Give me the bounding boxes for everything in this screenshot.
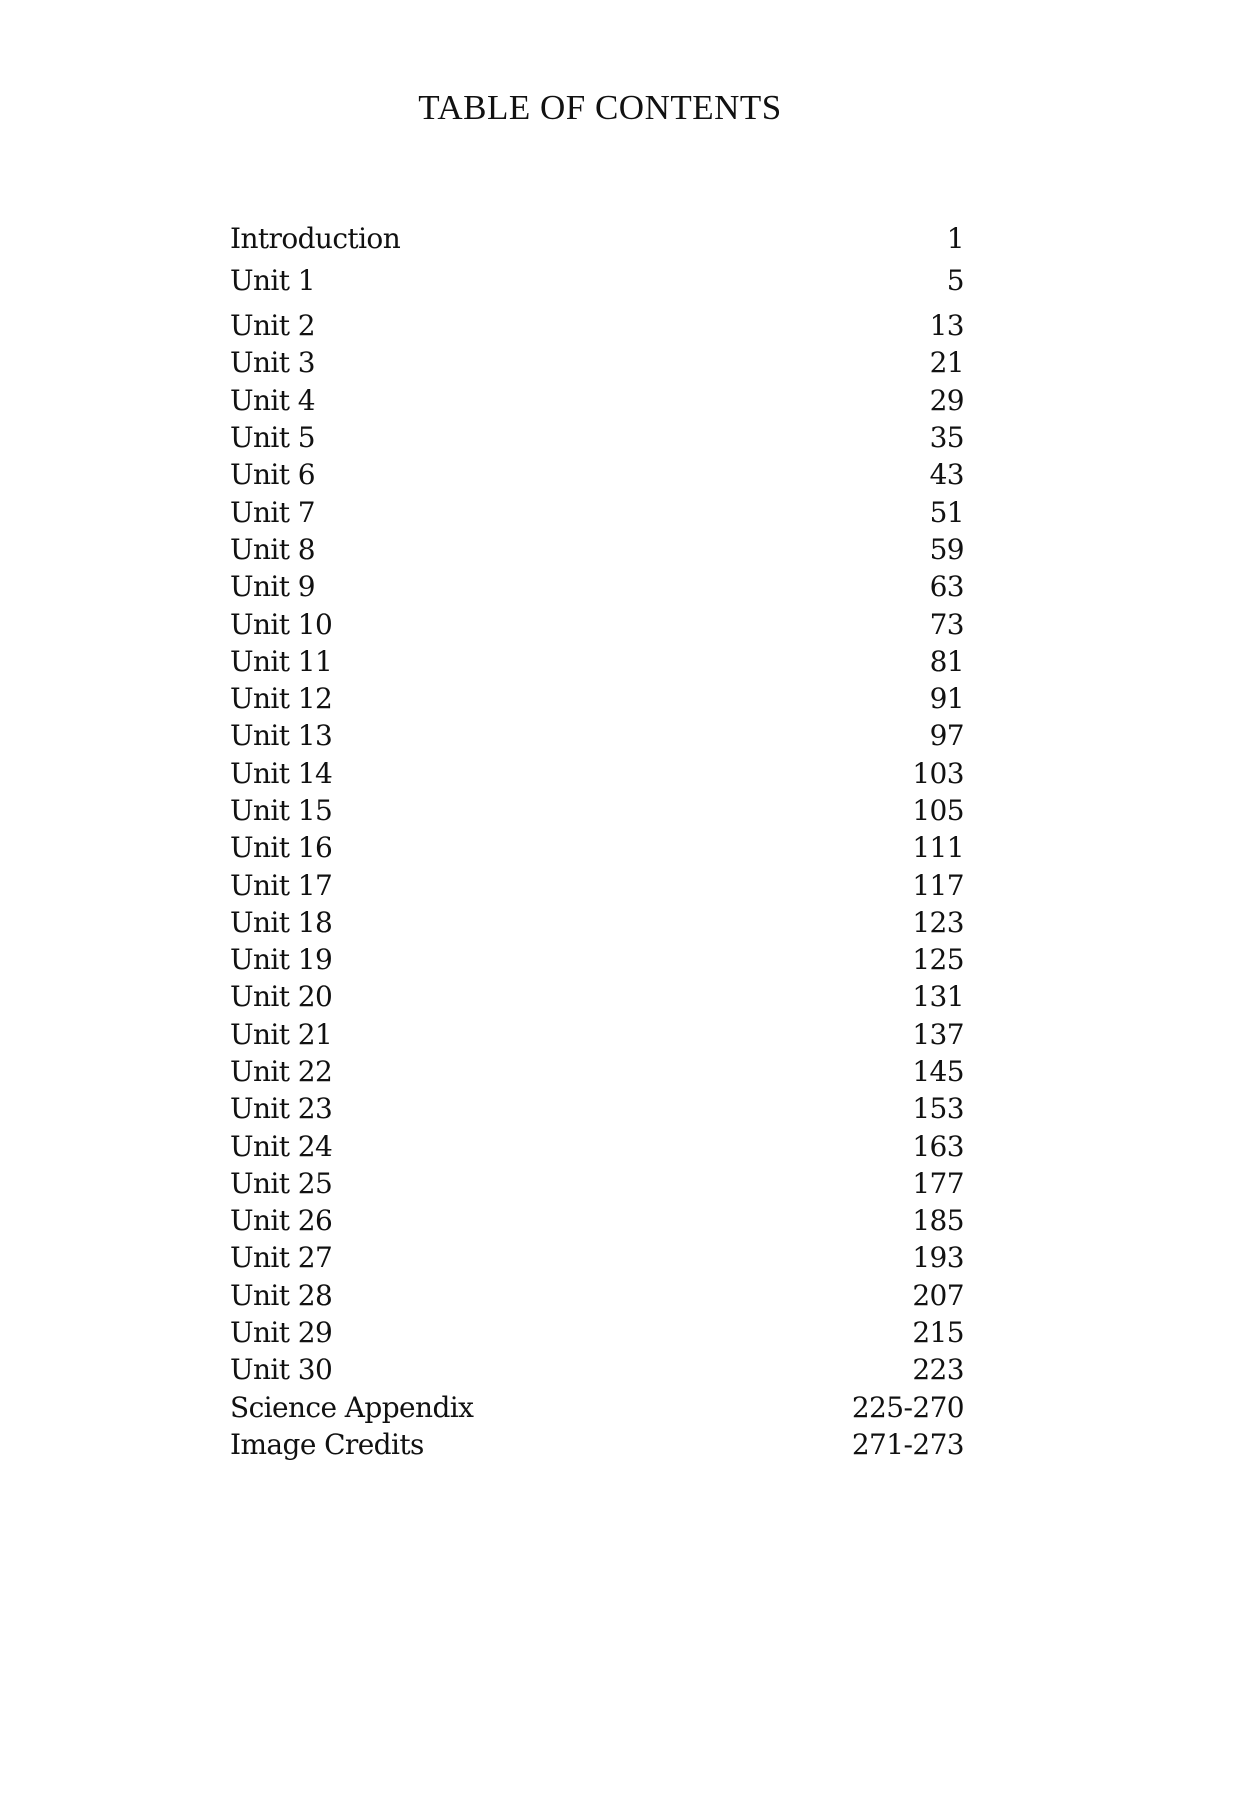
toc-entry-unit-15 bbox=[230, 792, 964, 830]
toc-entry-unit-8 bbox=[230, 531, 964, 569]
toc-entry-page: 5 bbox=[946, 264, 964, 297]
toc-entry-page: 103 bbox=[912, 757, 964, 790]
toc-entry-unit-22 bbox=[230, 1053, 964, 1091]
toc-entry-label: Science Appendix bbox=[230, 1391, 474, 1424]
toc-entry-page: 29 bbox=[929, 384, 964, 417]
toc-entry-unit-27 bbox=[230, 1239, 964, 1277]
toc-entry-page: 223 bbox=[912, 1353, 964, 1386]
toc-entry-unit-24 bbox=[230, 1128, 964, 1166]
toc-entry-page: 225-270 bbox=[851, 1391, 964, 1424]
toc-entry-unit-17 bbox=[230, 867, 964, 905]
toc-entry-unit-4 bbox=[230, 382, 964, 420]
toc-entry-label: Unit 30 bbox=[230, 1353, 333, 1386]
toc-entry-unit-1 bbox=[230, 262, 964, 300]
toc-entry-unit-26 bbox=[230, 1202, 964, 1240]
toc-entry-label: Unit 15 bbox=[230, 794, 333, 827]
toc-entry-label: Unit 9 bbox=[230, 570, 315, 603]
toc-entry-label: Unit 14 bbox=[230, 757, 333, 790]
toc-entry-page: 271-273 bbox=[851, 1428, 964, 1461]
toc-entry-unit-29 bbox=[230, 1314, 964, 1352]
toc-entry-page: 81 bbox=[929, 645, 964, 678]
toc-entry-unit-14 bbox=[230, 755, 964, 793]
toc-entry-label: Unit 8 bbox=[230, 533, 315, 566]
toc-entry-page: 153 bbox=[912, 1092, 964, 1125]
toc-entry-page: 63 bbox=[929, 570, 964, 603]
toc-entry-label: Unit 19 bbox=[230, 943, 333, 976]
toc-entry-page: 35 bbox=[929, 421, 964, 454]
toc-entry-page: 137 bbox=[912, 1018, 964, 1051]
toc-entry-label: Unit 20 bbox=[230, 980, 333, 1013]
toc-entry-unit-19 bbox=[230, 941, 964, 979]
toc-entry-page: 59 bbox=[929, 533, 964, 566]
toc-entry-page: 185 bbox=[912, 1204, 964, 1237]
toc-entry-label: Unit 12 bbox=[230, 682, 333, 715]
toc-entry-label: Unit 17 bbox=[230, 869, 333, 902]
toc-entry-page: 125 bbox=[912, 943, 964, 976]
toc-entry-label: Unit 2 bbox=[230, 309, 315, 342]
toc-entry-page: 105 bbox=[912, 794, 964, 827]
toc-entry-unit-25 bbox=[230, 1165, 964, 1203]
toc-entry-label: Unit 11 bbox=[230, 645, 333, 678]
toc-entry-label: Introduction bbox=[230, 222, 401, 255]
toc-entry-label: Unit 1 bbox=[230, 264, 315, 297]
toc-entry-unit-18 bbox=[230, 904, 964, 942]
toc-entry-label: Unit 13 bbox=[230, 719, 333, 752]
toc-entry-page: 73 bbox=[929, 608, 964, 641]
toc-entry-label: Unit 10 bbox=[230, 608, 333, 641]
toc-entry-label: Unit 7 bbox=[230, 496, 315, 529]
toc-entry-page: 1 bbox=[946, 222, 964, 255]
toc-entry-unit-5 bbox=[230, 419, 964, 457]
toc-entry-unit-30 bbox=[230, 1351, 964, 1389]
toc-entry-label: Unit 21 bbox=[230, 1018, 333, 1051]
toc-entry-label: Unit 6 bbox=[230, 458, 315, 491]
toc-entry-label: Unit 24 bbox=[230, 1130, 333, 1163]
toc-entry-label: Unit 23 bbox=[230, 1092, 333, 1125]
toc-entry-unit-23 bbox=[230, 1090, 964, 1128]
toc-entry-label: Unit 4 bbox=[230, 384, 315, 417]
toc-entry-page: 131 bbox=[912, 980, 964, 1013]
toc-entry-label: Unit 26 bbox=[230, 1204, 333, 1237]
toc-entry-page: 117 bbox=[912, 869, 964, 902]
toc-entry-label: Unit 28 bbox=[230, 1279, 333, 1312]
toc-entry-unit-6 bbox=[230, 456, 964, 494]
toc-entry-page: 215 bbox=[912, 1316, 964, 1349]
toc-entry-unit-12 bbox=[230, 680, 964, 718]
toc-entry-unit-21 bbox=[230, 1016, 964, 1054]
toc-entry-unit-9 bbox=[230, 568, 964, 606]
toc-entry-unit-10 bbox=[230, 606, 964, 644]
toc-entry-page: 163 bbox=[912, 1130, 964, 1163]
toc-entry-label: Unit 25 bbox=[230, 1167, 333, 1200]
toc-entry-page: 207 bbox=[912, 1279, 964, 1312]
toc-entry-unit-11 bbox=[230, 643, 964, 681]
toc-entry-unit-3 bbox=[230, 344, 964, 382]
toc-entry-unit-13 bbox=[230, 717, 964, 755]
toc-entry-page: 111 bbox=[912, 831, 964, 864]
toc-entry-page: 43 bbox=[929, 458, 964, 491]
toc-entry-page: 193 bbox=[912, 1241, 964, 1274]
toc-entry-label: Unit 22 bbox=[230, 1055, 333, 1088]
toc-entry-label: Unit 3 bbox=[230, 346, 315, 379]
toc-entry-label: Unit 16 bbox=[230, 831, 333, 864]
toc-entry-page: 51 bbox=[929, 496, 964, 529]
toc-entry-unit-28 bbox=[230, 1277, 964, 1315]
toc-entry-science-appendix bbox=[230, 1389, 964, 1427]
toc-entry-unit-7 bbox=[230, 494, 964, 532]
toc-entry-unit-16 bbox=[230, 829, 964, 867]
toc-entry-page: 177 bbox=[912, 1167, 964, 1200]
toc-entry-page: 123 bbox=[912, 906, 964, 939]
toc-entry-unit-20 bbox=[230, 978, 964, 1016]
page-title: TABLE OF CONTENTS bbox=[418, 88, 782, 127]
toc-entry-label: Unit 29 bbox=[230, 1316, 333, 1349]
toc-entry-label: Unit 27 bbox=[230, 1241, 333, 1274]
toc-entry-label: Unit 18 bbox=[230, 906, 333, 939]
toc-entry-label: Image Credits bbox=[230, 1428, 424, 1461]
toc-entry-label: Unit 5 bbox=[230, 421, 315, 454]
toc-entry-page: 97 bbox=[929, 719, 964, 752]
toc-entry-page: 13 bbox=[929, 309, 964, 342]
toc-entry-page: 21 bbox=[929, 346, 964, 379]
toc-entry-introduction bbox=[230, 220, 964, 258]
toc-entry-unit-2 bbox=[230, 307, 964, 345]
toc-entry-page: 91 bbox=[929, 682, 964, 715]
toc-entry-page: 145 bbox=[912, 1055, 964, 1088]
toc-entry-image-credits bbox=[230, 1426, 964, 1464]
